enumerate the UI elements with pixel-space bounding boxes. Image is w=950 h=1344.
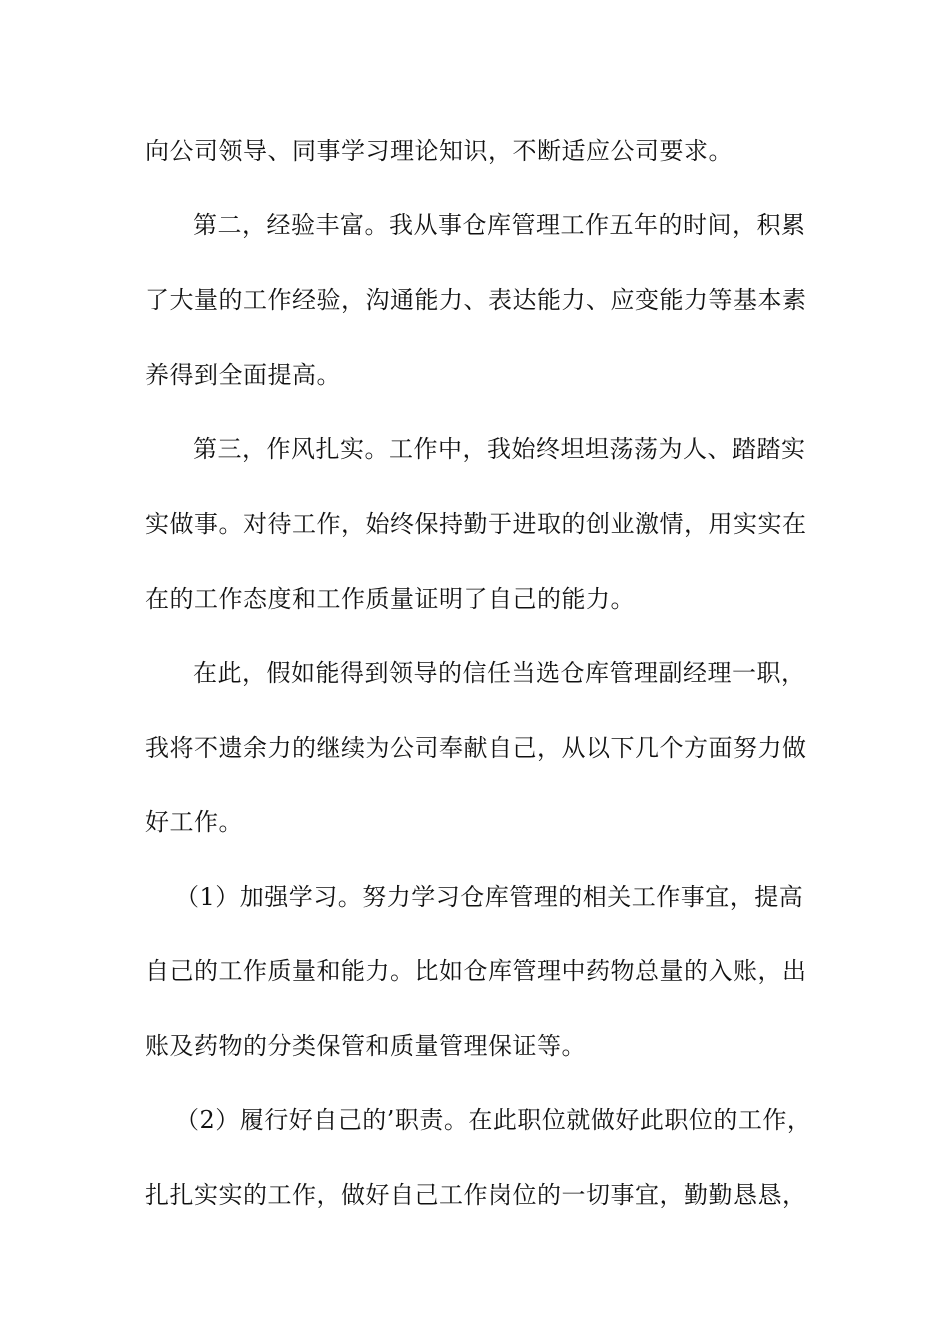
text-line: 我将不遗余力的继续为公司奉献自己，从以下几个方面努力做 <box>145 734 807 762</box>
text-line: 养得到全面提高。 <box>145 361 341 389</box>
paragraph-first-line: 第二，经验丰富。我从事仓库管理工作五年的时间，积累 <box>193 211 806 239</box>
text-line: 账及药物的分类保管和质量管理保证等。 <box>145 1032 586 1060</box>
text-line: 自己的工作质量和能力。比如仓库管理中药物总量的入账，出 <box>145 957 807 985</box>
list-item-first-line: （1）加强学习。努力学习仓库管理的相关工作事宜，提高 <box>175 883 804 911</box>
text-line: 向公司领导、同事学习理论知识，不断适应公司要求。 <box>145 137 733 165</box>
text-line: 实做事。对待工作，始终保持勤于进取的创业激情，用实实在 <box>145 510 807 538</box>
paragraph-first-line: 第三，作风扎实。工作中，我始终坦坦荡荡为人、踏踏实 <box>193 435 806 463</box>
text-line: 扎扎实实的工作，做好自己工作岗位的一切事宜，勤勤恳恳， <box>145 1181 807 1209</box>
text-line: 了大量的工作经验，沟通能力、表达能力、应变能力等基本素 <box>145 286 807 314</box>
list-item-first-line: （2）履行好自己的’职责。在此职位就做好此职位的工作， <box>175 1106 812 1134</box>
text-line: 在的工作态度和工作质量证明了自己的能力。 <box>145 585 635 613</box>
text-line: 好工作。 <box>145 808 243 836</box>
paragraph-first-line: 在此，假如能得到领导的信任当选仓库管理副经理一职， <box>193 659 806 687</box>
